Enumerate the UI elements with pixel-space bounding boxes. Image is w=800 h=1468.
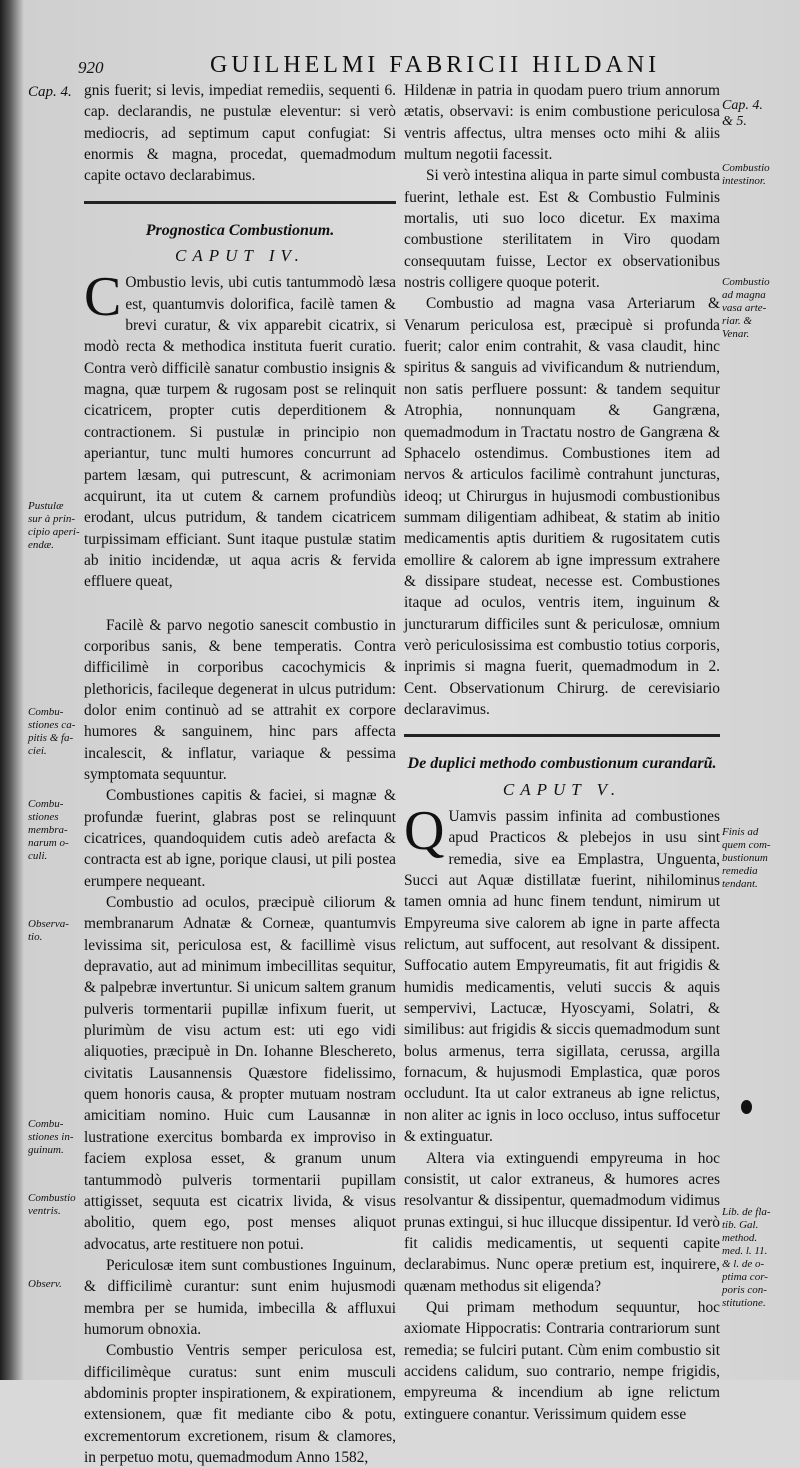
right-paragraph-5: Altera via extinguendi empyreuma in hoc consistit, ut calor extraneus, & humores acres resolvantur & dissipentur, quemadmodum vidimus prunas extingui, si huc illucque dissipentur. Id verò fit calidis medicamentis, ut sequenti capite declarabimus. Nunc operæ pretium est, inquirere, quænam methodus sit eligenda? xyxy=(404,1149,720,1295)
section-rule-right xyxy=(404,734,720,737)
margin-note-vasa: Combustio ad magna vasa arte- riar. & Venar. xyxy=(722,276,770,340)
margin-note-capitis: Combu- stiones ca- pitis & fa- ciei. xyxy=(28,706,76,757)
left-paragraph-1-text: Ombustio levis, ubi cutis tantummodò læsa est, quantumvis dolorifica, facilè tamen & brevi curatur, & vix apparebit cicatrix, si modò recta & methodica instituta fuerit curatio. Contra verò difficilè sanatur combustio insignis & magna, quæ turpem & rugosam post se relinquit cicatricem, propter cutis deperditionem & contractionem. Si pustulæ in principio non aperiantur, tunc multi humores concurrunt ad partem læsam, qui putrescunt, & acrimoniam acquirunt, ita ut cutem & carnem profundiùs erodant, ulcus putridum, & tandem cicatricem turpissimam efficiant. Sunt itaque pustulæ statim ab initio incidendæ, ut aqua acris & fervida effluere queat, xyxy=(84,274,396,591)
margin-note-lib: Lib. de fla- tib. Gal. method. med. l. 11. & l. de o- ptima cor- poris con- stitutione. xyxy=(722,1206,771,1309)
ink-blot xyxy=(741,1100,752,1114)
right-column xyxy=(404,80,720,1425)
margin-note-observatio: Observa- tio. xyxy=(28,918,69,943)
drop-cap-q: Q xyxy=(404,800,445,862)
right-paragraph-6: Qui primam methodum sequuntur, hoc axiomate Hippocratis: Contraria contrariorum sunt remedia; se fulciri putant. Cùm enim combustio sit accidens calidum, suo contrario, nempe frigidis, empyreuma & incendium ab igne relictum extinguere conantur. Verissimum quidem esse xyxy=(404,1298,720,1423)
margin-note-intestinorum: Combustio intestinor. xyxy=(722,162,770,187)
margin-note-observ: Observ. xyxy=(28,1278,62,1290)
right-paragraph-4-text: Uamvis passim infinita ad combustiones apud Practicos & plebejos in usu sint remedia, sive ea Emplastra, Unguenta, Succi aut Aquæ distillatæ fuerint, nihilominus tamen omnia ad hunc finem tendunt, nimirum ut Empyreuma sive calorem ab igne in parte affecta relictum, aut suffocent, aut resolvant & dissipent. Suffocatio autem Empyreumatis, fit aut frigidis & humidis medicamentis, veluti succis & aquis sempervivi, Lactucæ, Hyoscyami, Solatri, & similibus: aut frigidis & siccis quemadmodum sunt bolus armenus, terra sigillata, cerussa, argilla fornacum, & hujusmodi Emplastica, quæ poros occludunt. Ita ut calor extraneus ab igne relictus, non aliter ac ignis in loco occluso, intus suffocetur & extinguatur. xyxy=(404,808,720,1146)
margin-note-ventris: Combustio ventris. xyxy=(28,1192,76,1217)
chapter-title-v: CAPUT V. xyxy=(502,779,622,799)
left-paragraph-6: Combustio Ventris semper periculosa est, difficilimèque curatus: sunt enim musculi abdominis propter inspirationem, & expirationem, extensionem, quæ fit mediante cibo & potu, excrementorum excretionem, risum & clamores, in perpetuo motu, quemadmodum Anno 1582, xyxy=(84,1342,396,1466)
left-intro-paragraph: gnis fuerit; si levis, impediat remediis, sequenti 6. cap. declarandis, ne pustulæ eleventur: si verò mediocris, ad septimum caput confugiat: Si enormis & magna, procedat, quemadmodum capite octavo declarabimus. xyxy=(84,82,396,185)
margin-note-pustulae: Pustulæ sur à prin- cipio aperi- endæ. xyxy=(28,500,80,551)
margin-note-inguinum: Combu- stiones in- guinum. xyxy=(28,1118,74,1156)
margin-note-oculorum: Combu- stiones membra- narum o- culi. xyxy=(28,798,69,862)
section-title-prognostica: Prognostica Combustionum. xyxy=(145,221,335,239)
right-paragraph-2: Si verò intestina aliqua in parte simul combusta fuerint, lethale est. Est & Combustio Fulminis mortalis, uti suo loco dicetur. Ex maxima combustione sterilitatem in Viro quodam consequutam fuisse, Lector ex observationibus nostris colligere quoque poterit. xyxy=(404,167,720,292)
section-rule-left xyxy=(84,201,396,204)
right-paragraph-4 xyxy=(404,800,720,1148)
page-number: 920 xyxy=(78,58,104,77)
left-paragraph-3: Combustiones capitis & faciei, si magnæ & profundæ fuerint, glabras post se relinquunt cicatrices, quandoquidem cutis adeò arefacta & contracta est ab igne, porique clausi, ut pili postea erumpere nequeant. xyxy=(84,787,396,890)
left-column xyxy=(84,80,396,1468)
margin-note-finis: Finis ad quem com- bustionum remedia tendant. xyxy=(722,826,771,890)
left-paragraph-1 xyxy=(84,266,396,592)
chapter-title-iv: CAPUT IV. xyxy=(175,246,305,266)
right-paragraph-3: Combustio ad magna vasa Arteriarum & Venarum periculosa est, præcipuè si profunda fuerit; calor enim contrahit, & vasa claudit, hinc spiritus & sanguis ad vivificandum & nutriendum, non satis perfluere possunt: & tandem sequitur Atrophia, nonnunquam & Gangræna, quemadmodum in Tractatu nostro de Gangræna & Sphacelo ostendimus. Combustiones item ad nervos & articulos facilimè contrahunt juncturas, ideoq; ut Chirurgus in hujusmodi combustionibus summam diligentiam adhibeat, & statim ab initio medicamentis aptis duritiem & rugositatem cutis emollire & calorem ab igne impressum extrahere & dissipare studeat, necesse est. Combustiones itaque ad oculos, ventris item, inguinum & juncturarum difficiles sunt & periculosæ, omnium verò periculosissima est combustio totius corporis, inprimis si magna fuerit, quemadmodum in 2. Cent. Observationum Chirurg. de cerevisiario declaravimus. xyxy=(404,295,720,718)
paragraph-gap xyxy=(84,593,396,615)
left-paragraph-4: Combustio ad oculos, præcipuè ciliorum & membranarum Adnatæ & Corneæ, quantumvis levissima sit, periculosa est, & facillimè visus depravatio, aut ad minimum imbecillitas sequitur, & palpebræ invertuntur. Si unicum saltem granum pulveris tormentarii pupillæ infixum fuerit, ut plurimùm de visu actum est: uti ego vidi aliquoties, præcipuè in Dn. Iohanne Bleschereto, civitatis Lausannensis Quæstore fidelissimo, quem honoris causa, & propter mutuam nostram amicitiam nomino. Huic cum Lausannæ in lustratione exercitus bombarda ex improviso in faciem explosa esset, & granum unum tantummodò pulveris tormentarii pupillam attigisset, sequuta est cicatrix livida, & visus abolitio, quem ego, post menses aliquot advocatus, arte restituere non potui. xyxy=(84,894,396,1253)
right-paragraph-1: Hildenæ in patria in quodam puero trium annorum ætatis, observavi: is enim combustione periculosa ventris affectus, ultra menses octo mihi & aliis multum negotii facessit. xyxy=(404,82,720,164)
left-paragraph-2: Facilè & parvo negotio sanescit combustio in corporibus sanis, & bene temperatis. Contra difficilimè in corporibus cacochymicis & plethoricis, facileque degenerat in ulcus putridum: dolor enim continuò ad se attrahit ex corpore humores & sanguinem, hinc pars affecta incalescit, & inflatur, variaque & pessima symptomata sequuntur. xyxy=(84,616,396,783)
drop-cap-c: C xyxy=(84,266,122,329)
section-title-methodo: De duplici methodo combustionum curandarũ. xyxy=(407,755,717,773)
margin-note-cap-right: Cap. 4. & 5. xyxy=(722,98,763,129)
left-paragraph-5: Periculosæ item sunt combustiones Inguinum, & difficilimè curantur: sunt enim hujusmodi membra per se humida, imbecilla & affluxui humorum obnoxia. xyxy=(84,1256,396,1338)
margin-note-cap-left: Cap. 4. xyxy=(28,84,72,100)
running-head: GUILHELMI FABRICII HILDANI xyxy=(210,52,661,78)
